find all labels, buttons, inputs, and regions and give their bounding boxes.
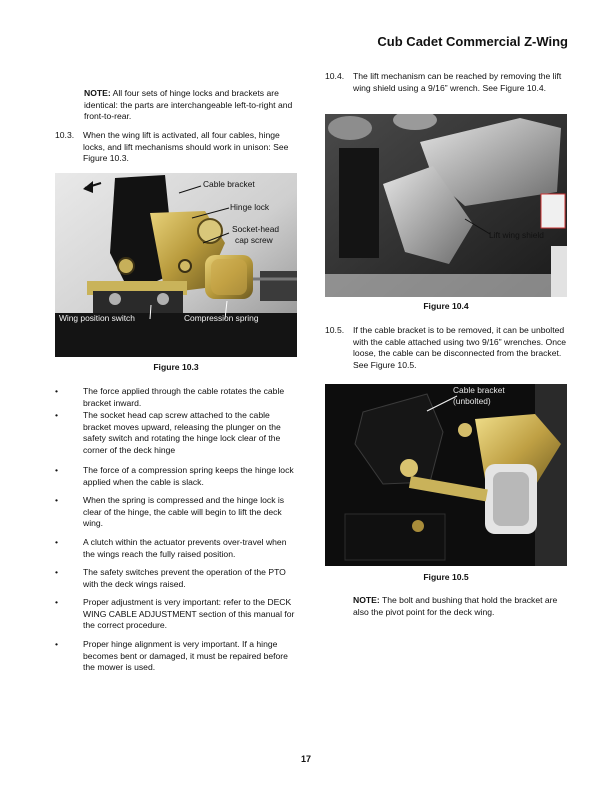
label-wing-position-switch: Wing position switch xyxy=(59,313,135,323)
step-10-3 xyxy=(55,130,298,166)
label-socket-head: Socket-head xyxy=(232,224,280,234)
label-cap-screw: cap screw xyxy=(235,235,273,245)
label-cable-bracket: Cable bracket xyxy=(203,179,255,189)
bullet-text: The socket head cap screw attached to the cable bracket moves upward, releasing the plunger on the safety switch and rotating the hinge lock clear of the corner of the deck hinge xyxy=(83,410,281,455)
label-unbolted: (unbolted) xyxy=(453,396,491,406)
label-hinge-lock: Hinge lock xyxy=(230,202,270,212)
figure-10-3-photo xyxy=(55,173,297,357)
step-10-5 xyxy=(325,325,567,373)
bullet-item xyxy=(55,465,298,495)
note-label: NOTE: xyxy=(84,88,111,98)
label-lift-wing-shield: Lift wing shield xyxy=(489,230,544,240)
step-10-4 xyxy=(325,71,567,107)
note-paragraph xyxy=(84,88,297,123)
bullet-item xyxy=(55,639,298,675)
cable-bracket-unbolted-photo-illustration xyxy=(325,384,567,566)
label-compression-spring: Compression spring xyxy=(184,313,259,323)
step-number: 10.5. xyxy=(325,325,345,335)
bullet-text: The safety switches prevent the operation of the PTO with the deck wings raised. xyxy=(83,567,286,589)
bullet-item xyxy=(55,597,298,639)
step-text: If the cable bracket is to be removed, it can be unbolted with the cable attached using two 9/16” wrenches. Once loose, the cable can be disconnected from the bracket. See Figure 10.5. xyxy=(353,325,567,370)
bullet-item xyxy=(55,537,298,567)
bullet-item xyxy=(55,567,298,597)
bullet-item xyxy=(55,495,298,537)
step-text: When the wing lift is activated, all four cables, hinge locks, and lift mechanisms should work in unison: See Figure 10.3. xyxy=(83,130,289,164)
figure-10-5-photo xyxy=(325,384,567,566)
bullet-marker: • xyxy=(55,410,59,420)
bullet-marker: • xyxy=(55,597,59,607)
bullet-text: The force applied through the cable rotates the cable bracket inward. xyxy=(83,386,285,408)
document-header-title: Cub Cadet Commercial Z-Wing xyxy=(377,34,568,49)
figure-10-5-caption: Figure 10.5 xyxy=(423,572,469,582)
bullet-marker: • xyxy=(55,495,59,505)
note-text: The bolt and bushing that hold the bracket are also the pivot point for the deck wing. xyxy=(353,595,558,617)
hinge-lock-photo-illustration xyxy=(55,173,297,357)
bullet-marker: • xyxy=(55,639,59,649)
bullet-text: When the spring is compressed and the hinge lock is clear of the hinge, the cable will begin to lift the deck wing. xyxy=(83,495,285,529)
lift-wing-shield-photo-illustration xyxy=(325,114,567,297)
figure-10-4-caption: Figure 10.4 xyxy=(423,301,469,311)
label-cable-bracket: Cable bracket xyxy=(453,385,505,395)
note-label: NOTE: xyxy=(353,595,380,605)
bullet-list xyxy=(55,386,298,675)
figure-10-3-caption: Figure 10.3 xyxy=(153,362,199,372)
figure-10-4-photo xyxy=(325,114,567,297)
bullet-marker: • xyxy=(55,567,59,577)
step-text: The lift mechanism can be reached by removing the lift wing shield using a 9/16” wrench. See Figure 10.4. xyxy=(353,71,562,93)
bullet-item xyxy=(55,386,298,410)
step-number: 10.3. xyxy=(55,130,75,140)
bullet-marker: • xyxy=(55,386,59,396)
bullet-marker: • xyxy=(55,537,59,547)
bullet-marker: • xyxy=(55,465,59,475)
bullet-text: The force of a compression spring keeps the hinge lock applied when the cable is slack. xyxy=(83,465,294,487)
note-text: All four sets of hinge locks and brackets are identical: the parts are interchangeable left-to-right and front-to-rear. xyxy=(84,88,293,122)
page-number: 17 xyxy=(300,754,311,764)
bullet-text: Proper adjustment is very important: refer to the DECK WING CABLE ADJUSTMENT section of this manual for the correct procedure. xyxy=(83,597,295,631)
bullet-text: Proper hinge alignment is very important. If a hinge becomes bent or damaged, it must be repaired before the mower is used. xyxy=(83,639,288,673)
step-number: 10.4. xyxy=(325,71,345,81)
bullet-item xyxy=(55,410,298,465)
note-paragraph-right xyxy=(353,595,563,618)
bullet-text: A clutch within the actuator prevents over-travel when the wings reach the fully raised position. xyxy=(83,537,287,559)
